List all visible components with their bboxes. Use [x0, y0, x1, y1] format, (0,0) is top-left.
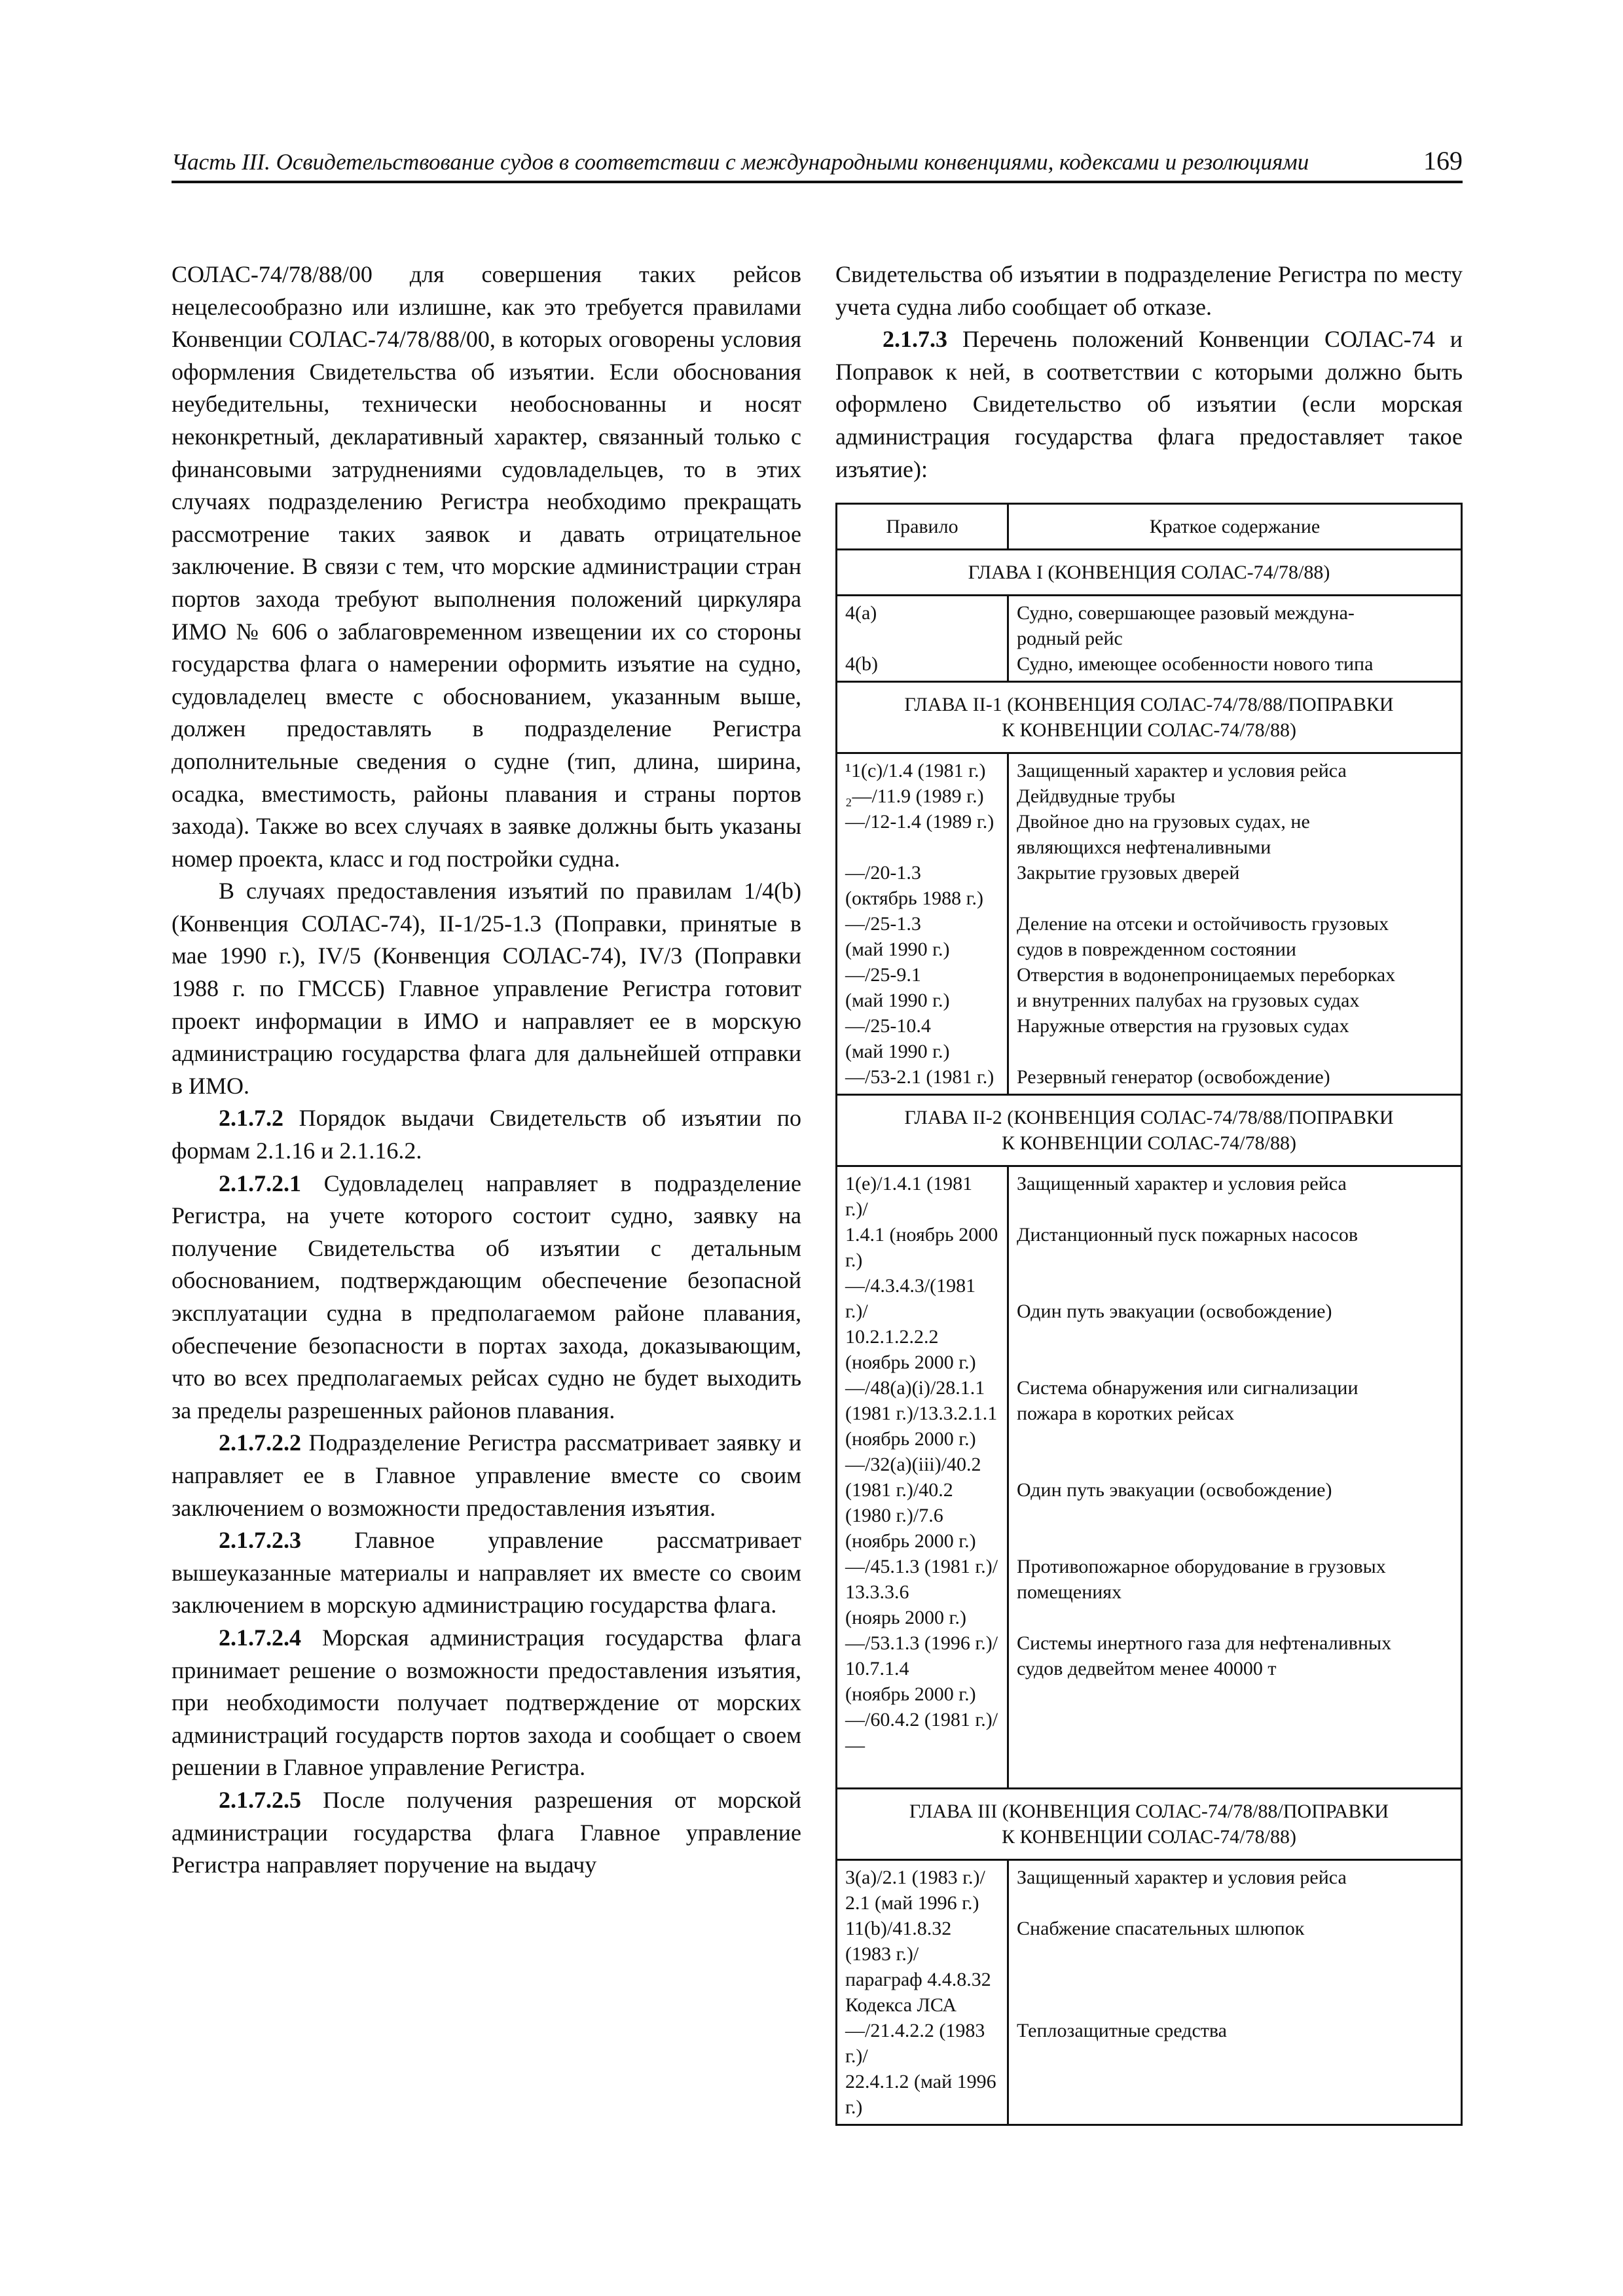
content-line: Защищенный характер и условия рейса — [1017, 1867, 1347, 1888]
section-2-1-7-2-3: 2.1.7.2.3 Главное управление рассматривает вышеуказанные материалы и направляет их вместе со своим заключением в морскую администрацию государства флага. — [172, 1527, 801, 1619]
rule-line: —/20-1.3 — [845, 862, 921, 884]
exemptions-table — [835, 503, 1463, 2126]
table-row — [837, 596, 1462, 682]
rule-line: 10.2.1.2.2.2 — [845, 1326, 939, 1348]
table-row — [837, 1166, 1462, 1789]
rule-line: 4(a) — [845, 602, 877, 624]
section-2-1-7-2-2: 2.1.7.2.2 Подразделение Регистра рассматривает заявку и направляет ее в Главное управление вместе со своим заключением о возможности предоставления изъятия. — [172, 1429, 801, 1521]
content-line — [1017, 1273, 1453, 1299]
chapter-title — [837, 682, 1462, 753]
page-header — [172, 143, 1463, 179]
section-number: 2.1.7.2.3 — [219, 1527, 301, 1554]
header-rule — [172, 181, 1463, 183]
content-line — [1017, 1324, 1453, 1350]
rule-line: (ноябрь 2000 г.) — [845, 1683, 976, 1705]
content-line: Защищенный характер и условия рейса — [1017, 1173, 1347, 1194]
content-line: Наружные отверстия на грузовых судах — [1017, 1015, 1349, 1037]
chapter-title — [837, 550, 1462, 596]
content-line — [1017, 1452, 1453, 1477]
chapter-title-line: ГЛАВА I (КОНВЕНЦИЯ СОЛАС-74/78/88) — [968, 562, 1330, 583]
rule-line — [845, 834, 999, 860]
table-row — [837, 753, 1462, 1095]
rule-line: —/25-1.3 — [845, 913, 921, 935]
content-line: Дистанционный пуск пожарных насосов — [1017, 1224, 1359, 1246]
right-column — [835, 259, 1463, 486]
chapter-row — [837, 1095, 1462, 1166]
content-line: Противопожарное оборудование в грузовых — [1017, 1556, 1386, 1577]
section-number: 2.1.7.2.2 — [219, 1429, 301, 1456]
rule-line: параграф 4.4.8.32 — [845, 1969, 991, 1990]
rule-line: (ноябрь 2000 г.) — [845, 1530, 976, 1552]
page-number: 169 — [1423, 146, 1463, 175]
rule-line: —/53.1.3 (1996 г.)/ — [845, 1632, 998, 1654]
rule-cell — [837, 1860, 1008, 2125]
paragraph: СОЛАС-74/78/88/00 для совершения таких рейсов нецелесообразно или излишне, как это требуется правилами Конвенции СОЛАС-74/78/88/00, в которых оговорены условия оформления Свидетельства об изъятии. Если обоснования неубедительны, технически необоснованны и носят неконкретный, декларативный характер, связанный только с финансовыми затруднениями судовладельцев, то в этих случаях подразделению Регистра необходимо прекращать рассмотрение таких заявок и давать отрицательное заключение. В связи с тем, что морские администрации стран портов захода требуют выполнения положений циркуляра ИМО № 606 о заблаговременном извещении их со стороны государства флага о намерении оформить изъятие на судно, судовладелец вместе с обоснованием, указанным выше, должен предоставлять в подразделение Регистра дополнительные сведения о судне (тип, длина, ширина, осадка, вместимость, районы плавания и страны портов захода). Также во всех случаях в заявке должны быть указаны номер проекта, класс и год постройки судна. — [172, 261, 801, 872]
rule-line: —/60.4.2 (1981 г.)/— — [845, 1709, 998, 1756]
paragraph: В случаях предоставления изъятий по правилам 1/4(b) (Конвенция СОЛАС-74), II-1/25-1.3 (Поправки, принятые в мае 1990 г.), IV/5 (Конвенция СОЛАС-74), IV/3 (Поправки 1988 г. по ГМССБ) Главное управление Регистра готовит проект информации в ИМО и направляет ее в морскую администрацию государства флага для дальнейшей отправки в ИМО. — [172, 878, 801, 1099]
chapter-row — [837, 682, 1462, 753]
table-row — [837, 1860, 1462, 2125]
section-number: 2.1.7.2.4 — [219, 1624, 301, 1651]
rule-line: (октябрь 1988 г.) — [845, 888, 984, 909]
rule-line: —/45.1.3 (1981 г.)/ — [845, 1556, 998, 1577]
rule-line: 3(a)/2.1 (1983 г.)/ — [845, 1867, 985, 1888]
content-line: пожара в коротких рейсах — [1017, 1403, 1235, 1424]
content-cell — [1008, 1166, 1462, 1789]
chapter-title — [837, 1789, 1462, 1860]
content-line: родный рейс — [1017, 628, 1123, 649]
content-line — [1017, 1196, 1453, 1222]
content-line: Система обнаружения или сигнализации — [1017, 1377, 1359, 1399]
rule-line: (май 1990 г.) — [845, 939, 950, 960]
content-line: Один путь эвакуации (освобождение) — [1017, 1479, 1332, 1501]
rule-line: —/25-10.4 — [845, 1015, 931, 1037]
rule-line: 22.4.1.2 (май 1996 г.) — [845, 2071, 996, 2118]
content-line — [1017, 1967, 1453, 1992]
rule-line: 1(e)/1.4.1 (1981 г.)/ — [845, 1173, 973, 1220]
chapter-title-line: К КОНВЕНЦИИ СОЛАС-74/78/88) — [1002, 1132, 1296, 1154]
rule-line: 1.4.1 (ноябрь 2000 г.) — [845, 1224, 998, 1271]
paragraph: Свидетельства об изъятии в подразделение Регистра по месту учета судна либо сообщает об отказе. — [835, 261, 1463, 320]
content-line: Двойное дно на грузовых судах, не — [1017, 811, 1310, 833]
rule-line: —/53-2.1 (1981 г.) — [845, 1066, 994, 1088]
column-header: Правило — [837, 504, 1008, 550]
rule-line — [845, 626, 999, 651]
content-cell — [1008, 1860, 1462, 2125]
content-line — [1017, 1350, 1453, 1375]
rule-cell — [837, 596, 1008, 682]
chapter-title — [837, 1095, 1462, 1166]
section-2-1-7-2-1: 2.1.7.2.1 Судовладелец направляет в подразделение Регистра, на учете которого состоит судно, заявку на получение Свидетельства об изъятии с детальным обоснованием, подтверждающим обеспечение безопасной эксплуатации судна в предполагаемом районе плавания, обеспечение безопасности в портах захода, доказывающим, что во всех предполагаемых рейсах судно не будет выходить за пределы разрешенных районов плавания. — [172, 1170, 801, 1424]
left-column — [172, 259, 801, 1882]
content-line: судов дедвейтом менее 40000 т — [1017, 1658, 1277, 1679]
rule-line: (ноябрь 2000 г.) — [845, 1352, 976, 1373]
content-line: Дейдвудные трубы — [1017, 785, 1176, 807]
content-line: судов в поврежденном состоянии — [1017, 939, 1296, 960]
rule-line: (1980 г.)/7.6 — [845, 1505, 943, 1526]
rule-line: 4(b) — [845, 653, 878, 675]
rule-line: —/32(a)(iii)/40.2 — [845, 1454, 981, 1475]
rule-line: Кодекса ЛСА — [845, 1994, 957, 2016]
content-line: являющихся нефтеналивными — [1017, 836, 1271, 858]
rule-line: (1981 г.)/13.3.2.1.1 — [845, 1403, 998, 1424]
content-line — [1017, 1528, 1453, 1554]
content-line — [1017, 1039, 1453, 1064]
content-line: Защищенный характер и условия рейса — [1017, 760, 1347, 781]
content-line: Снабжение спасательных шлюпок — [1017, 1918, 1305, 1939]
chapter-row — [837, 550, 1462, 596]
rule-line: ¹1(c)/1.4 (1981 г.) — [845, 760, 986, 781]
chapter-title-line: ГЛАВА III (КОНВЕНЦИЯ СОЛАС-74/78/88/ПОПРАВКИ — [909, 1801, 1389, 1822]
rule-line: 10.7.1.4 — [845, 1658, 909, 1679]
content-cell — [1008, 596, 1462, 682]
section-2-1-7-2-5: 2.1.7.2.5 После получения разрешения от морской администрации государства флага Главное управление Регистра направляет поручение на выдачу — [172, 1786, 801, 1878]
content-line: Системы инертного газа для нефтеналивных — [1017, 1632, 1392, 1654]
content-line: Деление на отсеки и остойчивость грузовых — [1017, 913, 1389, 935]
content-line — [1017, 2043, 1453, 2069]
content-line: помещениях — [1017, 1581, 1122, 1603]
section-number: 2.1.7.2.1 — [219, 1170, 301, 1196]
rule-cell — [837, 753, 1008, 1095]
section-number: 2.1.7.2 — [219, 1105, 283, 1132]
content-line — [1017, 886, 1453, 911]
rule-line: (ноябрь 2000 г.) — [845, 1428, 976, 1450]
table-header-row — [837, 504, 1462, 550]
rule-line: (нoярь 2000 г.) — [845, 1607, 966, 1628]
rule-line: (1981 г.)/40.2 — [845, 1479, 953, 1501]
content-line: Закрытие грузовых дверей — [1017, 862, 1240, 884]
content-line: Судно, совершающее разовый междуна- — [1017, 602, 1355, 624]
rule-line: —/25-9.1 — [845, 964, 921, 986]
content-line — [1017, 1992, 1453, 2018]
rule-line: —/4.3.4.3/(1981 г.)/ — [845, 1275, 976, 1322]
content-line: Один путь эвакуации (освобождение) — [1017, 1300, 1332, 1322]
chapter-title-line: К КОНВЕНЦИИ СОЛАС-74/78/88) — [1002, 719, 1296, 741]
content-line: Отверстия в водонепроницаемых переборках — [1017, 964, 1396, 986]
section-2-1-7-2: 2.1.7.2 Порядок выдачи Свидетельств об изъятии по формам 2.1.16 и 2.1.16.2. — [172, 1105, 802, 1164]
chapter-title-line: К КОНВЕНЦИИ СОЛАС-74/78/88) — [1002, 1826, 1296, 1848]
rule-line: 2.1 (май 1996 г.) — [845, 1892, 979, 1914]
content-line: и внутренних палубах на грузовых судах — [1017, 990, 1360, 1011]
chapter-title-line: ГЛАВА II-1 (КОНВЕНЦИЯ СОЛАС-74/78/88/ПОПРАВКИ — [904, 694, 1394, 715]
section-number: 2.1.7.3 — [883, 326, 947, 353]
rule-line: —/12-1.4 (1989 г.) — [845, 811, 994, 833]
content-line — [1017, 1247, 1453, 1273]
content-line: Резервный генератор (освобождение) — [1017, 1066, 1330, 1088]
running-title: Часть III. Освидетельствование судов в соответствии с международными конвенциями, кодексами и резолюциями — [172, 149, 1309, 175]
rule-line: (май 1990 г.) — [845, 990, 950, 1011]
chapter-row — [837, 1789, 1462, 1860]
rule-line: —/48(a)(i)/28.1.1 — [845, 1377, 985, 1399]
rule-line — [845, 1758, 999, 1784]
content-line: Теплозащитные средства — [1017, 2020, 1227, 2041]
content-line — [1017, 1426, 1453, 1452]
rule-cell — [837, 1166, 1008, 1789]
rule-line: ₂—/11.9 (1989 г.) — [845, 785, 984, 807]
content-cell — [1008, 753, 1462, 1095]
rule-line: 11(b)/41.8.32 — [845, 1918, 952, 1939]
content-line — [1017, 1503, 1453, 1528]
rule-line: (1983 г.)/ — [845, 1943, 919, 1965]
content-line — [1017, 1605, 1453, 1630]
rule-line: 13.3.3.6 — [845, 1581, 909, 1603]
rule-line: —/21.4.2.2 (1983 г.)/ — [845, 2020, 985, 2067]
chapter-title-line: ГЛАВА II-2 (КОНВЕНЦИЯ СОЛАС-74/78/88/ПОПРАВКИ — [904, 1107, 1394, 1128]
column-header: Краткое содержание — [1008, 504, 1462, 550]
section-number: 2.1.7.2.5 — [219, 1786, 301, 1813]
content-line — [1017, 1890, 1453, 1916]
section-2-1-7-3: 2.1.7.3 Перечень положений Конвенции СОЛАС-74 и Поправок к ней, в соответствии с которыми должно быть оформлено Свидетельство об изъятии (если морская администрация государства флага предоставляет такое изъятие): — [835, 326, 1463, 482]
section-2-1-7-2-4: 2.1.7.2.4 Морская администрация государства флага принимает решение о возможности предоставления изъятия, при необходимости получает подтверждение от морских администраций государств портов захода и сообщает о своем решении в Главное управление Регистра. — [172, 1624, 802, 1781]
content-line — [1017, 1941, 1453, 1967]
rule-line: (май 1990 г.) — [845, 1041, 950, 1062]
content-line: Судно, имеющее особенности нового типа — [1017, 653, 1374, 675]
